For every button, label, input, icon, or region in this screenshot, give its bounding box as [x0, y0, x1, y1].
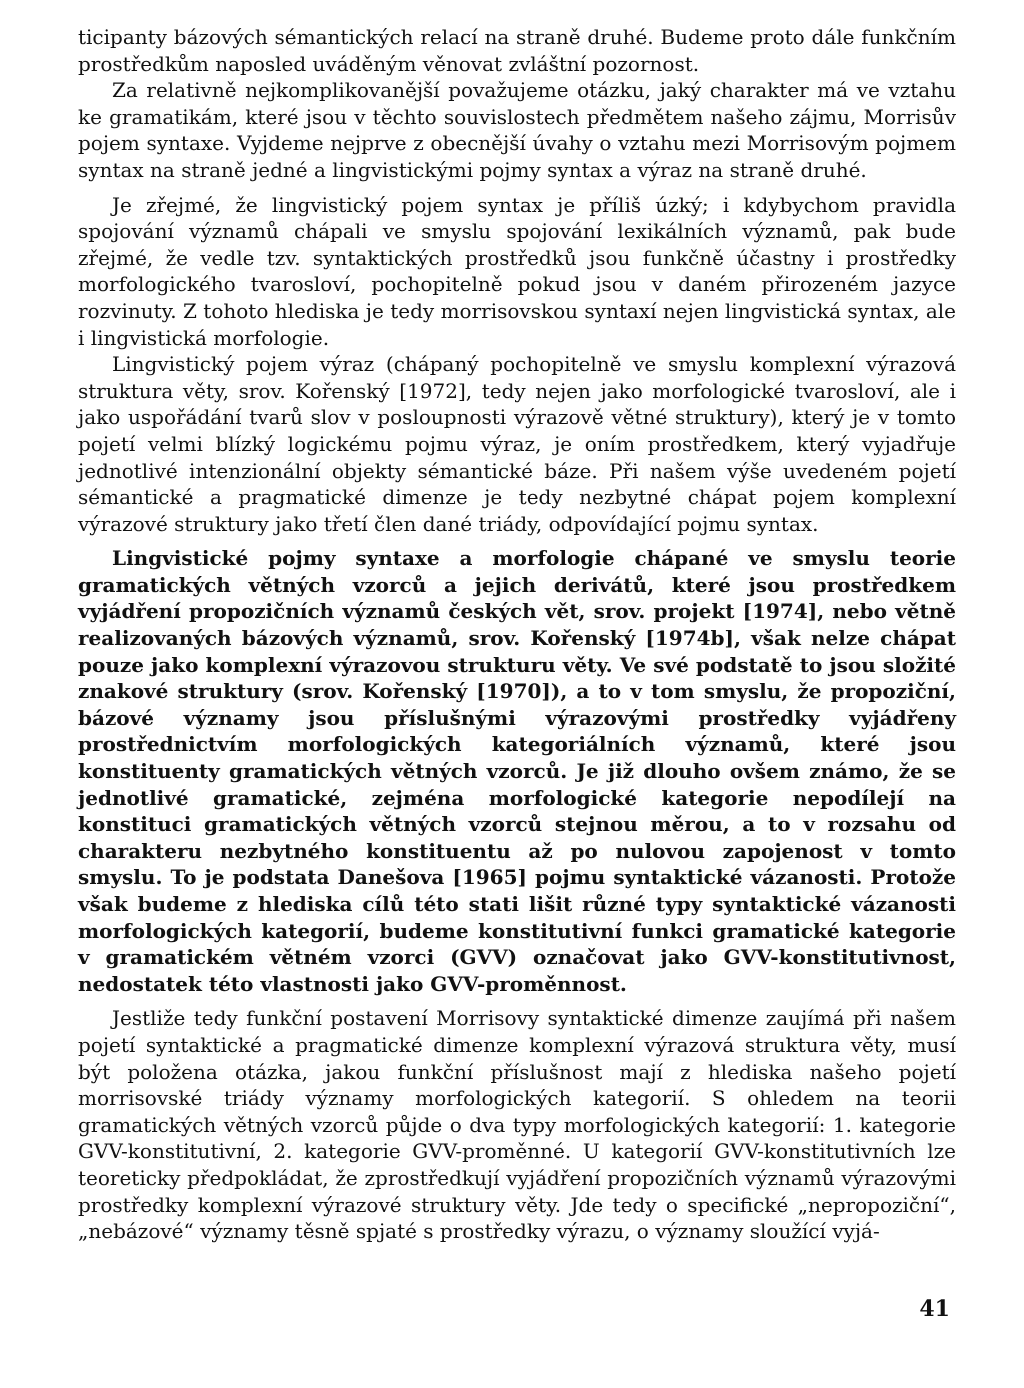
page-number: 41 — [919, 1296, 950, 1322]
page-body — [78, 24, 956, 1245]
paragraph-continuation: ticipanty bázových sémantických relací na straně druhé. Budeme proto dále funkčním prostředkům naposled uváděným věnovat zvláštní pozornost. — [78, 25, 956, 76]
paragraph-morris-syntax: Za relativně nejkomplikovanější považujeme otázku, jaký charakter má ve vztahu ke gramatikám, které jsou v těchto souvislostech předmětem našeho zájmu, Morrisův pojem syntaxe. Vyjdeme nejprve z obecnější úvahy o vztahu mezi Morrisovým pojmem syntax na straně jedné a lingvistickými pojmy syntax a výraz na straně druhé. — [78, 78, 956, 182]
paragraph-linguistic-expression: Lingvistický pojem výraz (chápaný pochopitelně ve smyslu komplexní výrazová struktura věty, srov. Kořenský [1972], tedy nejen jako morfologické tvarosloví, ale i jako uspořádání tvarů slov v posloupnosti výrazově větné struktury), který je v tomto pojetí velmi blízký logickému pojmu výraz, je oním prostředkem, který vyjadřuje jednotlivé intenzionální objekty sémantické báze. Při našem výše uvedeném pojetí sémantické a pragmatické dimenze je tedy nezbytné chápat pojem komplexní výrazové struktury jako třetí člen dané triády, odpovídající pojmu syntax. — [78, 352, 956, 536]
paragraph-syntax-morphology: Lingvistické pojmy syntaxe a morfologie chápané ve smyslu teorie gramatických větných vzorců a jejich derivátů, které jsou prostředkem vyjádření propozičních významů českých vět, srov. projekt [1974], nebo větně realizovaných bázových významů, srov. Kořenský [1974b], však nelze chápat pouze jako komplexní výrazovou strukturu věty. Ve své podstatě to jsou složité znakové struktury (srov. Kořenský [1970]), a to v tom smyslu, že propoziční, bázové významy jsou příslušnými výrazovými prostředky vyjádřeny prostřednictvím morfologických kategoriálních významů, které jsou konstituenty gramatických větných vzorců. Je již dlouho ovšem známo, že se jednotlivé gramatické, zejména morfologické kategorie nepodílejí na konstituci gramatických větných vzorců stejnou měrou, a to v rozsahu od charakteru nezbytného konstituentu až po nulovou zapojenost v tomto smyslu. To je podstata Danešova [1965] pojmu syntaktické vázanosti. Protože však budeme z hlediska cílů této stati lišit různé typy syntaktické vázanosti morfologických kategorií, budeme konstitutivní funkci gramatické kategorie v gramatickém větném vzorci (GVV) označovat jako GVV-konstitutivnost, nedostatek této vlastnosti jako GVV-proměnnost. — [78, 546, 956, 996]
paragraph-morris-dimension: Jestliže tedy funkční postavení Morrisovy syntaktické dimenze zaujímá při našem pojetí syntaktické a pragmatické dimenze komplexní výrazová struktura věty, musí být položena otázka, jakou funkční příslušnost mají z hlediska našeho pojetí morrisovské triády významy morfologických kategorií. S ohledem na teorii gramatických větných vzorců půjde o dva typy morfologických kategorií: 1. kategorie GVV-konstitutivní, 2. kategorie GVV-proměnné. U kategorií GVV-konstitutivních lze teoreticky předpokládat, že zprostředkují vyjádření propozičních významů výrazovými prostředky komplexní výrazové struktury věty. Jde tedy o specifické „nepropoziční“, „nebázové“ významy těsně spjaté s prostředky výrazu, o významy sloužící vyjá- — [78, 1006, 956, 1244]
paragraph-linguistic-syntax: Je zřejmé, že lingvistický pojem syntax je příliš úzký; i kdybychom pravidla spojování významů chápali ve smyslu spojování lexikálních významů, pak bude zřejmé, že vedle tzv. syntaktických prostředků jsou funkčně účastny i prostředky morfologického tvarosloví, pochopitelně pokud jsou v daném přirozeném jazyce rozvinuty. Z tohoto hlediska je tedy morrisovskou syntaxí nejen lingvistická syntax, ale i lingvistická morfologie. — [78, 192, 956, 350]
